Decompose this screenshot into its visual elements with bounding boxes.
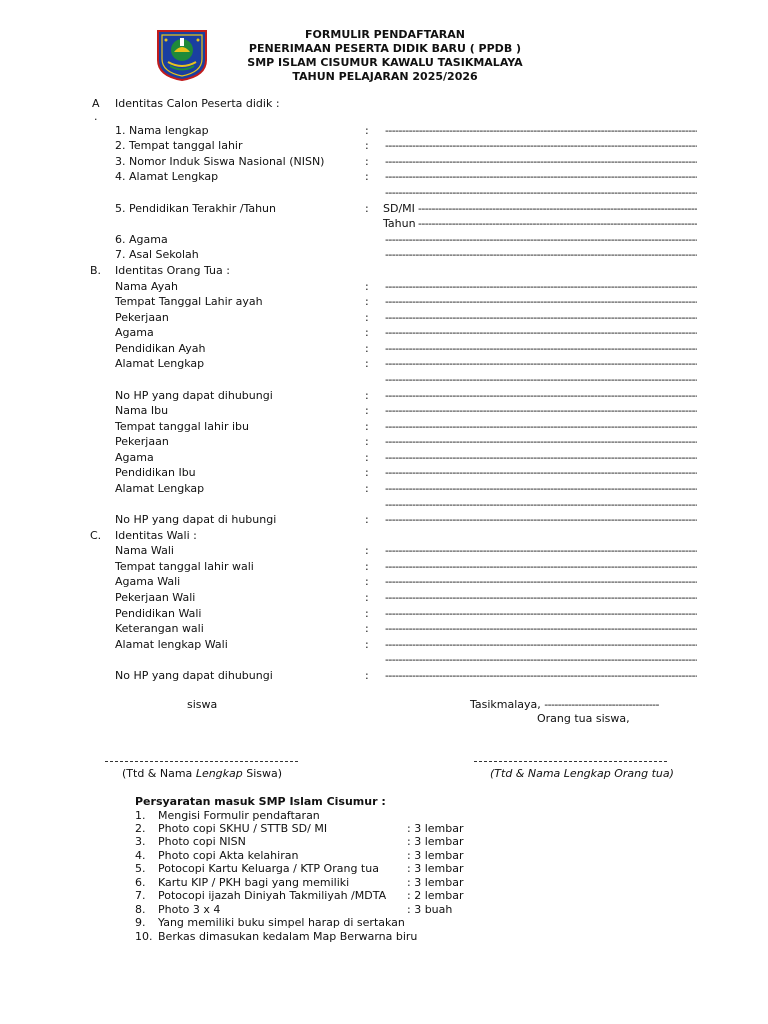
colon: :: [365, 638, 369, 651]
colon: :: [365, 342, 369, 355]
field-label: 5. Pendidikan Terakhir /Tahun: [115, 202, 276, 215]
colon: :: [365, 311, 369, 324]
student-sign-caption: (Ttd & Nama Lengkap Siswa): [122, 767, 283, 780]
field-input-line[interactable]: [385, 498, 697, 512]
colon: :: [365, 326, 369, 339]
colon: :: [365, 124, 369, 137]
list-number: 7.: [135, 889, 146, 902]
field-input-line[interactable]: [385, 186, 697, 200]
list-item: Potocopi Kartu Keluarga / KTP Orang tua: [158, 862, 379, 875]
list-number: 4.: [135, 849, 146, 862]
colon: :: [365, 622, 369, 635]
field-label: No HP yang dapat dihubungi: [115, 669, 273, 682]
field-label: Tempat Tanggal Lahir ayah: [115, 295, 263, 308]
field-label: Alamat lengkap Wali: [115, 638, 228, 651]
field-label: 6. Agama: [115, 233, 168, 246]
field-input-line[interactable]: [385, 591, 697, 605]
colon: :: [365, 139, 369, 152]
field-input-line[interactable]: [385, 311, 697, 325]
colon: :: [365, 482, 369, 495]
list-item: Berkas dimasukan kedalam Map Berwarna biru: [158, 930, 418, 943]
field-input-line[interactable]: [385, 373, 697, 387]
colon: :: [365, 357, 369, 370]
colon: :: [365, 280, 369, 293]
list-number: 9.: [135, 916, 146, 929]
field-input-line[interactable]: [385, 139, 697, 153]
list-number: 2.: [135, 822, 146, 835]
field-label: Pekerjaan Wali: [115, 591, 196, 604]
list-item: Yang memiliki buku simpel harap di sertakan: [158, 916, 405, 929]
colon: :: [365, 466, 369, 479]
list-quantity: : 3 lembar: [407, 862, 464, 875]
field-label: Pekerjaan: [115, 435, 169, 448]
field-label: Tempat tanggal lahir ibu: [115, 420, 250, 433]
field-label: 3. Nomor Induk Siswa Nasional (NISN): [115, 155, 325, 168]
form-subtitle: PENERIMAAN PESERTA DIDIK BARU ( PPDB ): [248, 42, 522, 55]
field-input-line[interactable]: [385, 560, 697, 574]
field-input-line[interactable]: [385, 124, 697, 138]
field-input-line[interactable]: [385, 575, 697, 589]
field-label: Agama Wali: [115, 575, 181, 588]
field-label: Pekerjaan: [115, 311, 169, 324]
list-item: Photo 3 x 4: [158, 903, 221, 916]
section-b-letter: B.: [90, 264, 102, 277]
colon: :: [365, 389, 369, 402]
colon: :: [365, 607, 369, 620]
field-input-line[interactable]: [385, 155, 697, 169]
field-input-line[interactable]: [385, 404, 697, 418]
field-input-line[interactable]: [385, 607, 697, 621]
field-input-line[interactable]: [385, 170, 697, 184]
colon: :: [365, 202, 369, 215]
tahun-prefix: Tahun: [383, 217, 416, 230]
field-input-line[interactable]: [418, 202, 697, 216]
field-label: No HP yang dapat dihubungi: [115, 389, 273, 402]
section-a-dot: .: [94, 110, 98, 123]
student-sign-label: siswa: [187, 698, 218, 711]
list-quantity: : 3 lembar: [407, 822, 464, 835]
field-input-line[interactable]: [385, 482, 697, 496]
section-a-letter: A: [92, 97, 100, 110]
field-label: 2. Tempat tanggal lahir: [115, 139, 243, 152]
academic-year: TAHUN PELAJARAN 2025/2026: [292, 70, 478, 83]
field-label: 4. Alamat Lengkap: [115, 170, 219, 183]
colon: :: [365, 155, 369, 168]
list-number: 6.: [135, 876, 146, 889]
field-label: Nama Ibu: [115, 404, 169, 417]
list-quantity: : 3 buah: [407, 903, 453, 916]
school-name: SMP ISLAM CISUMUR KAWALU TASIKMALAYA: [247, 56, 523, 69]
colon: :: [365, 513, 369, 526]
form-title: FORMULIR PENDAFTARAN: [305, 28, 465, 41]
field-input-line[interactable]: [385, 513, 697, 527]
list-number: 1.: [135, 809, 146, 822]
field-label: Tempat tanggal lahir wali: [115, 560, 254, 573]
list-item: Photo copi NISN: [158, 835, 246, 848]
field-input-line[interactable]: [385, 544, 697, 558]
field-label: 1. Nama lengkap: [115, 124, 209, 137]
field-label: Alamat Lengkap: [115, 482, 205, 495]
list-number: 10.: [135, 930, 153, 943]
field-label: Nama Wali: [115, 544, 174, 557]
list-item: Mengisi Formulir pendaftaran: [158, 809, 320, 822]
field-input-line[interactable]: [385, 248, 697, 262]
list-quantity: : 3 lembar: [407, 876, 464, 889]
field-input-line[interactable]: [385, 653, 697, 667]
field-input-line[interactable]: [385, 357, 697, 371]
colon: :: [365, 404, 369, 417]
list-number: 8.: [135, 903, 146, 916]
colon: :: [365, 420, 369, 433]
section-c-letter: C.: [90, 529, 102, 542]
list-quantity: : 3 lembar: [407, 849, 464, 862]
signing-place: [470, 698, 659, 712]
colon: :: [365, 560, 369, 573]
colon: :: [365, 669, 369, 682]
field-input-line[interactable]: [418, 217, 697, 231]
colon: :: [365, 575, 369, 588]
field-label: Nama Ayah: [115, 280, 178, 293]
place-label: Tasikmalaya,: [470, 698, 545, 711]
date-field[interactable]: ----------------------------------: [544, 698, 659, 711]
section-c-title: Identitas Wali :: [115, 529, 197, 542]
section-a-title: Identitas Calon Peserta didik :: [115, 97, 280, 110]
list-number: 3.: [135, 835, 146, 848]
field-input-line[interactable]: [385, 669, 697, 683]
field-input-line[interactable]: [385, 638, 697, 652]
list-item: Photo copi Akta kelahiran: [158, 849, 299, 862]
student-signature-line[interactable]: [105, 761, 298, 762]
parent-sign-label: Orang tua siswa,: [537, 712, 630, 725]
list-number: 5.: [135, 862, 146, 875]
field-input-line[interactable]: [385, 389, 697, 403]
field-label: Pendidikan Ibu: [115, 466, 196, 479]
field-input-line[interactable]: [385, 233, 697, 247]
list-item: Kartu KIP / PKH bagi yang memiliki: [158, 876, 350, 889]
list-quantity: : 3 lembar: [407, 835, 464, 848]
colon: :: [365, 591, 369, 604]
colon: :: [365, 295, 369, 308]
colon: :: [365, 435, 369, 448]
field-label: Keterangan wali: [115, 622, 204, 635]
field-label: Pendidikan Ayah: [115, 342, 206, 355]
sd-prefix: SD/MI: [383, 202, 415, 215]
field-input-line[interactable]: [385, 326, 697, 340]
field-label: Agama: [115, 451, 154, 464]
parent-signature-line[interactable]: [474, 761, 667, 762]
field-label: Pendidikan Wali: [115, 607, 202, 620]
field-input-line[interactable]: [385, 435, 697, 449]
section-b-title: Identitas Orang Tua :: [115, 264, 230, 277]
field-input-line[interactable]: [385, 342, 697, 356]
field-label: No HP yang dapat di hubungi: [115, 513, 277, 526]
colon: :: [365, 170, 369, 183]
field-input-line[interactable]: [385, 295, 697, 309]
field-label: Alamat Lengkap: [115, 357, 205, 370]
colon: :: [365, 451, 369, 464]
field-input-line[interactable]: [385, 466, 697, 480]
field-input-line[interactable]: [385, 451, 697, 465]
field-input-line[interactable]: [385, 622, 697, 636]
field-input-line[interactable]: [385, 280, 697, 294]
requirements-title: Persyaratan masuk SMP Islam Cisumur :: [135, 795, 386, 808]
list-item: Photo copi SKHU / STTB SD/ MI: [158, 822, 328, 835]
field-label: Agama: [115, 326, 154, 339]
field-label: 7. Asal Sekolah: [115, 248, 199, 261]
list-item: Potocopi ijazah Diniyah Takmiliyah /MDTA: [158, 889, 387, 902]
parent-sign-caption: (Ttd & Nama Lengkap Orang tua): [490, 767, 674, 780]
colon: :: [365, 544, 369, 557]
field-input-line[interactable]: [385, 420, 697, 434]
list-quantity: : 2 lembar: [407, 889, 464, 902]
